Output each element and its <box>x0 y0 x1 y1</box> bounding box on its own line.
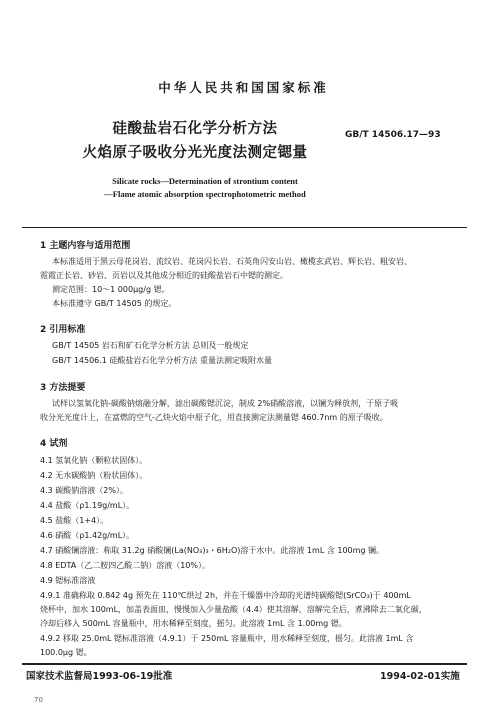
reference-item: GB/T 14505 岩石和矿石化学分析方法 总则及一般规定 <box>52 341 249 350</box>
title-cn-line2: 火焰原子吸收分光光度法测定锶量 <box>82 145 308 161</box>
title-en-line2: —Flame atomic absorption spectrophotometric method <box>104 189 306 199</box>
title-en-line1: Silicate rocks—Determination of strontium content <box>112 176 298 186</box>
approval-date: 国家技术监督局1993-06-19批准 <box>26 671 173 682</box>
reagent-subitem: 烧杯中，加水 100mL，加盖表面皿，慢慢加入少量盐酸（4.4）使其溶解，溶解完全后，煮沸除去二氧化碳， <box>40 605 427 614</box>
section-3-heading: 3 方法提要 <box>40 383 86 393</box>
page-number: 70 <box>34 696 43 704</box>
reference-item: GB/T 14506.1 硅酸盐岩石化学分析方法 重量法测定吸附水量 <box>52 356 272 365</box>
reagent-item: 4.3 碳酸钠溶液（2%）。 <box>40 486 128 495</box>
reagent-item: 4.8 EDTA（乙二胺四乙酸二钠）溶液（10%）。 <box>40 561 210 570</box>
reagent-item: 4.5 盐酸（1+4）。 <box>40 516 109 525</box>
title-divider <box>22 227 467 228</box>
section-4-heading: 4 试剂 <box>40 439 68 449</box>
section-1-heading: 1 主题内容与适用范围 <box>40 241 131 251</box>
reagent-subitem: 冷却后移入 500mL 容量瓶中，用水稀释至刻度，摇匀。此溶液 1mL 含 1.00mg 锶。 <box>40 619 347 628</box>
standard-number: GB/T 14506.17—93 <box>345 130 441 140</box>
reagent-subitem: 100.0μg 锶。 <box>40 648 92 657</box>
reagent-subitem: 4.9.1 准确称取 0.842 4g 预先在 110℃烘过 2h，并在干燥器中冷却的光谱纯碳酸锶(SrCO₃)于 400mL <box>40 591 411 600</box>
agency-header: 中华人民共和国国家标准 <box>158 80 329 95</box>
section-1-text: 霓霞正长岩、砂岩、页岩以及其他成分相近的硅酸盐岩石中锶的测定。 <box>40 271 288 280</box>
reagent-item: 4.6 硝酸（ρ1.42g/mL）。 <box>40 531 135 540</box>
reagent-item: 4.9 锶标准溶液 <box>40 576 96 585</box>
compliance-note: 本标准遵守 GB/T 14505 的规定。 <box>52 299 177 308</box>
reagent-subitem: 4.9.2 移取 25.0mL 锶标准溶液（4.9.1）于 250mL 容量瓶中，用水稀释至刻度，摇匀。此溶液 1mL 含 <box>40 634 414 643</box>
title-cn-line1: 硅酸盐岩石化学分析方法 <box>112 121 278 137</box>
section-2-heading: 2 引用标准 <box>40 325 86 335</box>
reagent-item: 4.1 氢氧化钠（颗粒状固体）。 <box>40 456 148 465</box>
method-summary: 试样以氢氧化钠-碳酸钠熔融分解，滤出碳酸锶沉淀，制成 2%硝酸溶液，以镧为释放剂，于原子吸 <box>52 399 399 408</box>
effective-date: 1994-02-01实施 <box>380 671 460 682</box>
section-1-text: 本标准适用于黑云母花岗岩、流纹岩、花岗闪长岩、石英角闪安山岩、橄榄玄武岩、辉长岩、粗安岩、 <box>52 257 412 266</box>
reagent-item: 4.7 硝酸镧溶液：称取 31.2g 硝酸镧(La(NO₃)₃・6H₂O)溶于水中。此溶液 1mL 含 100mg 镧。 <box>40 546 385 555</box>
footer-divider <box>22 663 467 665</box>
reagent-item: 4.2 无水碳酸钠（粉状固体）。 <box>40 471 148 480</box>
measurement-range: 测定范围：10～1 000μg/g 锶。 <box>52 285 170 294</box>
reagent-item: 4.4 盐酸（ρ1.19g/mL）。 <box>40 501 135 510</box>
method-summary: 收分光光度计上，在富燃的空气-乙炔火焰中原子化，用直接测定法测量锶 460.7nm 的原子吸收。 <box>40 413 388 422</box>
